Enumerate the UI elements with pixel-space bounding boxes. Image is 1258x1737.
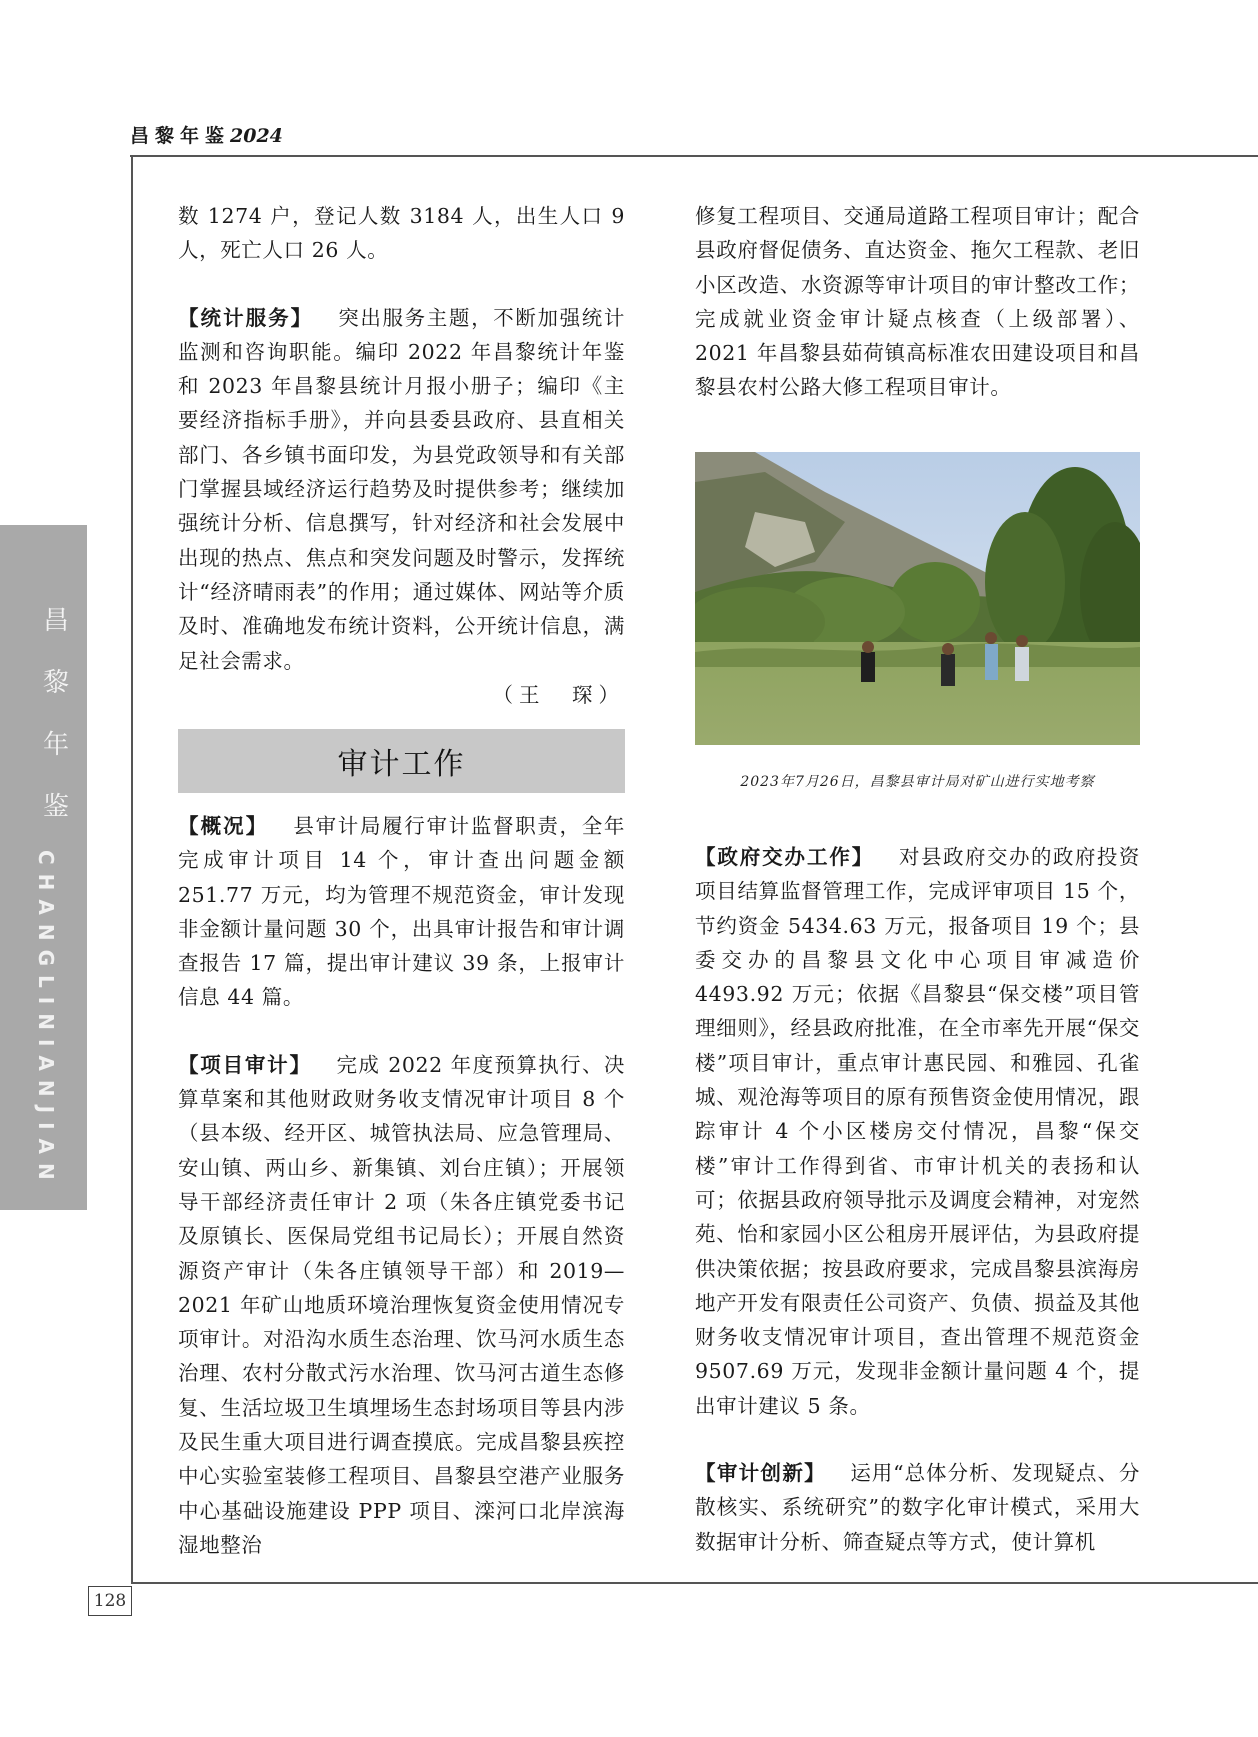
entry-body: 突出服务主题，不断加强统计监测和咨询职能。编印 2022 年昌黎统计年鉴和 2023 年昌黎县统计月报小册子；编印《主要经济指标手册》，并向县委县政府、县直相关部门、各乡镇书面印发，为县党政领导和有关部门掌握县域经济运行趋势及时提供参考；继续加强统计分析、信息撰写，针对经济和社会发展中出现的热点、焦点和突发问题及时警示，发挥统计“经济晴雨表”的作用；通过媒体、网站等介质及时、准确地发布统计资料，公开统计信息，满足社会需求。 — [178, 305, 625, 673]
photo-mine-inspection — [695, 452, 1140, 745]
side-char: 昌 — [42, 606, 69, 636]
left-rule — [131, 155, 133, 1583]
entry-tag: 【审计创新】 — [695, 1461, 826, 1486]
paragraph-stats-service — [178, 301, 625, 678]
header-title-text: 昌黎年鉴 — [130, 125, 231, 147]
paragraph-audit-innovation — [695, 1456, 1140, 1559]
right-column-top — [695, 199, 1140, 405]
side-char: 年 — [42, 730, 69, 760]
top-rule — [130, 155, 1258, 157]
bottom-rule — [131, 1582, 1258, 1584]
entry-body: 运用“总体分析、发现疑点、分散核实、系统研究”的数字化审计模式，采用大数据审计分析、筛查疑点等方式，使计算机 — [695, 1461, 1140, 1554]
entry-body: 对县政府交办的政府投资项目结算监督管理工作，完成评审项目 15 个，节约资金 5434.63 万元，报备项目 19 个；县委交办的昌黎县文化中心项目审减造价 4493.92 万元；依据《昌黎县“保交楼”项目管理细则》，经县政府批准，在全市率先开展“保交楼”项目审计，重点审计惠民园、和雅园、孔雀城、观沧海等项目的原有预售资金使用情况，跟踪审计 4 个小区楼房交付情况，昌黎“保交楼”审计工作得到省、市审计机关的表扬和认可；依据县政府领导批示及调度会精神，对宠然苑、怡和家园小区公租房开展评估，为县政府提供决策依据；按县政府要求，完成昌黎县滨海房地产开发有限责任公司资产、负债、损益及其他财务收支情况审计项目，查出管理不规范资金 9507.69 万元，发现非金额计量问题 4 个，提出审计建议 5 条。 — [695, 845, 1141, 1418]
paragraph-project-audit — [178, 1048, 625, 1562]
left-column — [178, 199, 625, 712]
running-header — [130, 121, 283, 148]
paragraph-continued: 修复工程项目、交通局道路工程项目审计；配合县政府督促债务、直达资金、拖欠工程款、老旧小区改造、水资源等审计项目的审计整改工作；完成就业资金审计疑点核查（上级部署）、2021 年昌黎县茹荷镇高标准农田建设项目和昌黎县农村公路大修工程项目审计。 — [695, 204, 1140, 400]
side-tab-latin: CHANGLINIANJIAN — [34, 850, 58, 1189]
entry-body: 完成 2022 年度预算执行、决算草案和其他财政财务收支情况审计项目 8 个（县本级、经开区、城管执法局、应急管理局、安山镇、两山乡、新集镇、刘台庄镇）；开展领导干部经济责任审计 2 项（朱各庄镇党委书记及原镇长、医保局党组书记局长）；开展自然资源资产审计（朱各庄镇领导干部）和 2019—2021 年矿山地质环境治理恢复资金使用情况专项审计。对沿沟水质生态治理、饮马河水质生态治理、农村分散式污水治理、饮马河古道生态修复、生活垃圾卫生填埋场生态封场项目等县内涉及民生重大项目进行调查摸底。完成昌黎县疾控中心实验室装修工程项目、昌黎县空港产业服务中心基础设施建设 PPP 项目、滦河口北岸滨海湿地整治 — [178, 1052, 625, 1557]
page-number: 128 — [88, 1586, 132, 1616]
entry-body: 县审计局履行审计监督职责，全年完成审计项目 14 个，审计查出问题金额 251.77 万元，均为管理不规范资金，审计发现非金额计量问题 30 个，出具审计报告和审计调查报告 17 篇，提出审计建议 39 条，上报审计信息 44 篇。 — [178, 814, 626, 1010]
photo-caption: 2023年7月26日，昌黎县审计局对矿山进行实地考察 — [740, 774, 1095, 790]
section-title: 审计工作 — [337, 747, 466, 782]
author-credit: （王 琛） — [492, 682, 625, 707]
side-char: 鉴 — [42, 792, 69, 822]
section-heading — [178, 729, 625, 793]
right-column-lower — [695, 840, 1140, 1559]
entry-tag: 【政府交办工作】 — [695, 845, 875, 869]
left-column-lower — [178, 809, 625, 1562]
side-char: 黎 — [42, 668, 69, 698]
side-tab-chinese — [38, 590, 74, 838]
paragraph-gov-assigned — [695, 840, 1140, 1423]
paragraph-continued: 数 1274 户，登记人数 3184 人，出生人口 9 人，死亡人口 26 人。 — [178, 204, 625, 263]
paragraph-overview — [178, 809, 625, 1015]
photo-illustration — [695, 452, 1140, 745]
entry-tag: 【统计服务】 — [178, 305, 314, 330]
entry-tag: 【概况】 — [178, 814, 269, 838]
header-year: 2024 — [230, 125, 283, 147]
entry-tag: 【项目审计】 — [178, 1052, 312, 1077]
